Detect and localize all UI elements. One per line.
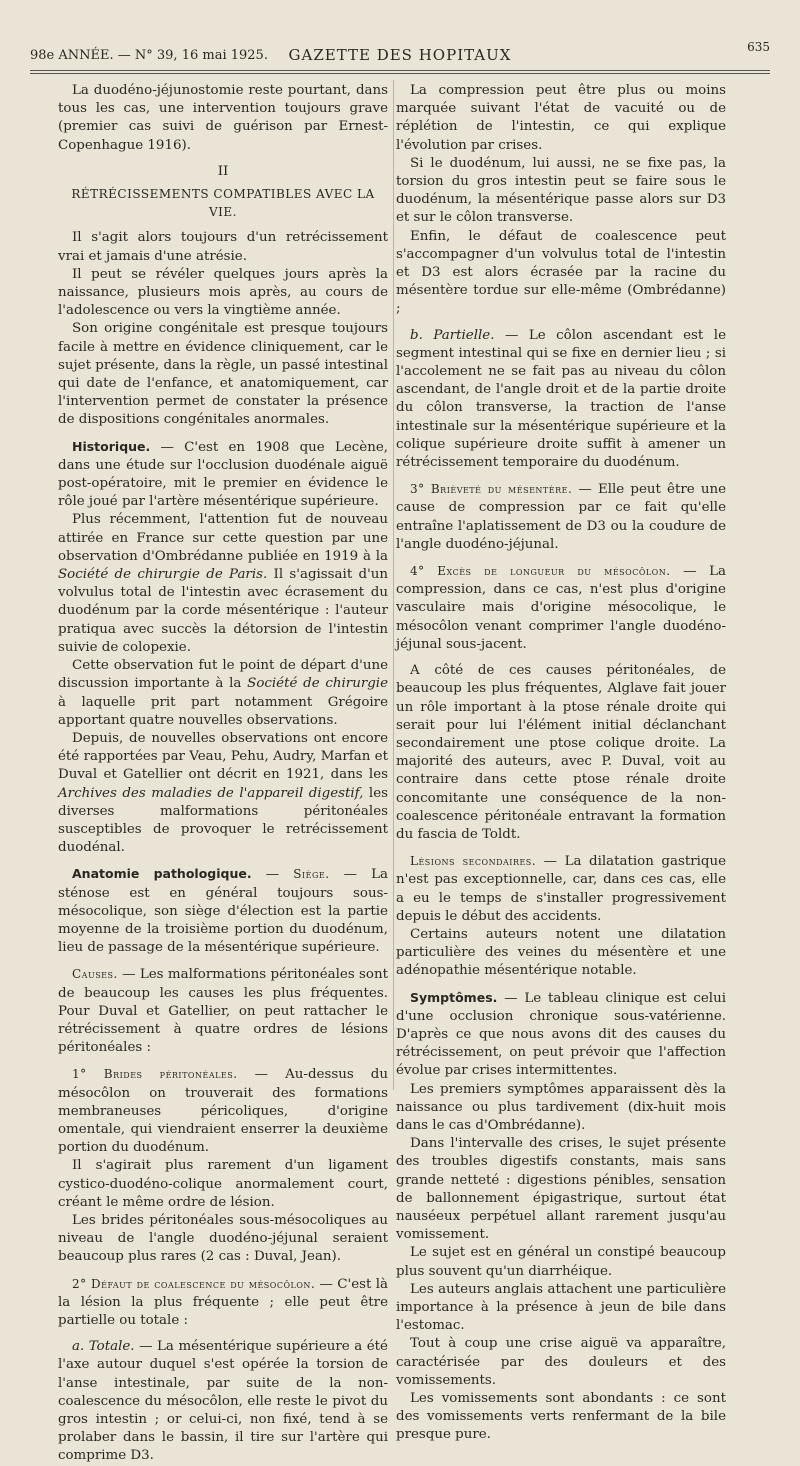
exces-paragraph: 4° Excès de longueur du mésocôlon. — La compression, dans ce cas, n'est plus d'origine vasculaire mais d'origine mésocolique, le mésocôlon venant comprimer l'angle duodéno-jéjunal sous-jacent.: [396, 564, 726, 652]
paragraph: Les brides péritonéales sous-mésocoliques au niveau de l'angle duodéno-jéjunal seraient beaucoup plus rares (2 cas : Duval, Jean).: [58, 1212, 388, 1265]
page-number: 635: [747, 40, 770, 54]
partielle-heading: b. Partielle.: [410, 327, 495, 343]
paragraph: Les vomissements sont abondants : ce sont des vomissements verts renfermant de la bile presque pure.: [396, 1391, 726, 1443]
lesions-heading: Lésions secondaires.: [410, 854, 537, 869]
issue-line: 98e ANNÉE. — N° 39, 16 mai 1925.: [30, 48, 268, 63]
defaut-paragraph: 2° Défaut de coalescence du mésocôlon. — C'est là la lésion la plus fréquente ; elle peut être partielle ou totale :: [58, 1276, 388, 1328]
brides-paragraph: 1° Brides péritonéales. — Au-dessus du mésocôlon on trouverait des formations membraneuses péricoliques, d'origine omentale, qui viendraient enserrer la deuxième portion du duodénum.: [58, 1067, 388, 1156]
journal-title: GAZETTE DES HOPITAUX: [288, 46, 512, 64]
paragraph: Il s'agirait plus rarement d'un ligament cystico-duodéno-colique anormalement court, créant le même ordre de lésion.: [58, 1158, 388, 1210]
header-rule-top: [30, 70, 770, 71]
causes-heading: Causes.: [72, 967, 118, 982]
paragraph: Le sujet est en général un constipé beaucoup plus souvent qu'un diarrhéique.: [396, 1245, 726, 1279]
right-column: [396, 82, 726, 1445]
italic-reference: Société de chirurgie de Paris.: [58, 567, 268, 583]
paragraph: Si le duodénum, lui aussi, ne se fixe pas, la torsion du gros intestin peut se faire sous le duodénum, la mésentérique passe alors sur D3 et sur le côlon transverse.: [396, 155, 726, 226]
column-divider: [393, 80, 394, 1090]
paragraph: Les auteurs anglais attachent une particulière importance à la présence à jeun de bile dans l'estomac.: [396, 1281, 726, 1334]
paragraph: Les premiers symptômes apparaissent dès la naissance ou plus tardivement (dix-huit mois dans le cas d'Ombrédanne).: [396, 1081, 726, 1133]
paragraph: Dans l'intervalle des crises, le sujet présente des troubles digestifs constants, mais sans grande netteté : digestions pénibles, sensation de ballonnement épigastrique, surtout état nauséeux perpétuel allant rarement jusqu'au vomissement.: [396, 1136, 726, 1243]
totale-paragraph: a. Totale. — La mésentérique supérieure a été l'axe autour duquel s'est opérée la torsion de l'anse intestinale, par suite de la non-coalescence du mésocôlon, elle reste le pivot du gros intestin ; or celui-ci, non fixé, tend à se prolaber dans le bassin, il tire sur l'artère qui comprime D3.: [58, 1339, 388, 1464]
paragraph: A côté de ces causes péritonéales, de beaucoup les plus fréquentes, Alglave fait jouer un rôle important à la ptose rénale droite qui serait pour lui l'élément initial déclanchant secondairement une ptose colique droite. La majorité des auteurs, avec P. Duval, voit au contraire dans cette ptose rénale droite concomitante une conséquence de la non-coalescence péritonéale entravant la formation du fascia de Toldt.: [396, 663, 726, 842]
section-title: RÉTRÉCISSEMENTS COMPATIBLES AVEC LA VIE.: [71, 187, 375, 220]
paragraph: Cette observation fut le point de départ d'une discussion importante à la Société de chirurgie à laquelle prit part notamment Grégoire apportant quatre nouvelles observations.: [58, 658, 388, 728]
historique-paragraph: Historique. — C'est en 1908 que Lecène, dans une étude sur l'occlusion duodénale aiguë post-opératoire, mit le premier en évidence le rôle joué par l'artère mésentérique supérieure.: [58, 438, 388, 510]
paragraph: Tout à coup une crise aiguë va apparaître, caractérisée par des douleurs et des vomissements.: [396, 1336, 726, 1388]
paragraph: La compression peut être plus ou moins marquée suivant l'état de vacuité ou de réplétion de l'intestin, ce qui explique l'évolution par crises.: [396, 83, 726, 153]
siege-heading: Siège.: [293, 867, 330, 882]
paragraph: Son origine congénitale est presque toujours facile à mettre en évidence cliniquement, car le sujet présente, dans la règle, un passé intestinal qui date de l'enfance, et anatomiquement, car l'intervention permet de constater la présence de dispositions congénitales anormales.: [58, 321, 388, 428]
page-header: [30, 38, 770, 64]
symptomes-heading: Symptômes.: [410, 989, 498, 1005]
brievete-paragraph: 3° Brièveté du mésentère. — Elle peut être une cause de compression par ce fait qu'elle entraîne l'aplatissement de D3 ou la coudure de l'angle duodéno-jéjunal.: [396, 482, 726, 552]
section-number: II: [217, 163, 229, 179]
partielle-paragraph: b. Partielle. — Le côlon ascendant est le segment intestinal qui se fixe en dernier lieu ; si l'accolement ne se fait pas au niveau du côlon ascendant, de l'angle droit et de la partie droite du côlon transverse, la traction de l'anse intestinale sur la mésentérique supérieure et la colique supérieure droite suffit à amener un rétrécissement temporaire du duodénum.: [396, 327, 726, 471]
causes-paragraph: Causes. — Les malformations péritonéales sont de beaucoup les causes les plus fréquentes. Pour Duval et Gatellier, on peut rattacher le rétrécissement à quatre ordres de lésions péritonéales :: [58, 967, 388, 1056]
anatomie-heading: Anatomie pathologique.: [72, 866, 252, 882]
totale-heading: a. Totale.: [72, 1339, 135, 1355]
left-column: [58, 82, 388, 1466]
historique-heading: Historique.: [72, 438, 151, 454]
brides-heading: 1° Brides péritonéales.: [72, 1067, 238, 1082]
paragraph: Certains auteurs notent une dilatation particulière des veines du mésentère et une adénopathie mésentérique notable.: [396, 926, 726, 979]
anatomie-paragraph: Anatomie pathologique. — Siège. — La sténose est en général toujours sous-mésocolique, son siège d'élection est la partie moyenne de la troisième portion du duodénum, lieu de passage de la mésentérique supérieure.: [58, 866, 389, 956]
italic-reference: Société de chirurgie: [247, 676, 388, 692]
lesions-paragraph: Lésions secondaires. — La dilatation gastrique n'est pas exceptionnelle, car, dans ces cas, elle a eu le temps de s'installer progressivement depuis le début des accidents.: [396, 854, 726, 924]
brievete-heading: 3° Brièveté du mésentère.: [410, 482, 573, 497]
paragraph: Enfin, le défaut de coalescence peut s'accompagner d'un volvulus total de l'intestin et D3 est alors écrasée par la racine du mésentère tordue sur elle-même (Ombrédanne) ;: [396, 228, 726, 317]
paragraph: La duodéno-jéjunostomie reste pourtant, dans tous les cas, une intervention toujours grave (premier cas suivi de guérison par Ernest-Copenhague 1916).: [58, 83, 388, 153]
defaut-heading: 2° Défaut de coalescence du mésocôlon.: [72, 1276, 316, 1291]
symptomes-paragraph: Symptômes. — Le tableau clinique est celui d'une occlusion chronique sous-vatérienne. D'après ce que nous avons dit des causes du rétrécissement, on peut prévoir que l'affection évolue par crises intermittentes.: [396, 989, 726, 1079]
paragraph: Depuis, de nouvelles observations ont encore été rapportées par Veau, Pehu, Audry, Marfan et Duval et Gatellier ont décrit en 1921, dans les Archives des maladies de l'appareil digestif, les diverses malformations péritonéales susceptibles de provoquer le retrécissement duodénal.: [58, 730, 389, 856]
exces-heading: 4° Excès de longueur du mésocôlon.: [410, 564, 671, 579]
paragraph: Plus récemment, l'attention fut de nouveau attirée en France sur cette question par une observation d'Ombrédanne publiée en 1919 à la Société de chirurgie de Paris. Il s'agissait d'un volvulus total de l'intestin avec écrasement du duodénum par la corde mésentérique : l'auteur pratiqua avec succès la détorsion de l'intestin suivie de colopexie.: [58, 512, 388, 655]
paragraph: Il peut se révéler quelques jours après la naissance, plusieurs mois après, au cours de l'adolescence ou vers la vingtième année.: [58, 266, 388, 319]
header-rule-bottom: [30, 73, 770, 74]
italic-reference: Archives des maladies de l'appareil digestif,: [58, 785, 364, 801]
paragraph: Il s'agit alors toujours d'un retrécissement vrai et jamais d'une atrésie.: [58, 230, 388, 264]
